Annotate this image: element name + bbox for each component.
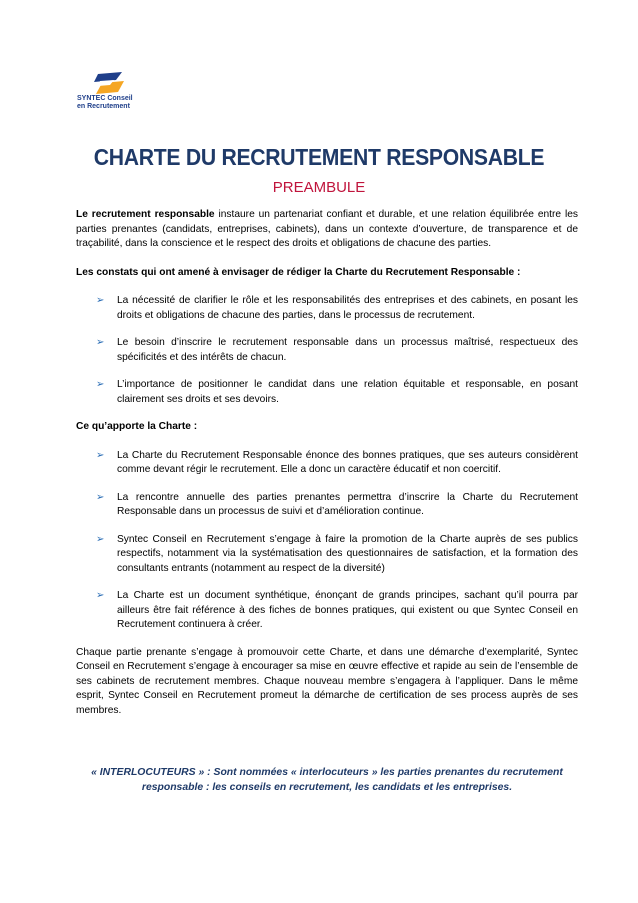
list-item-text: Le besoin d’inscrire le recrutement responsable dans un processus maîtrisé, respectueux des spécificités et des intérêts de chacun. xyxy=(117,337,578,363)
list-item xyxy=(76,378,578,407)
list-item-text: La rencontre annuelle des parties prenantes permettra d’inscrire la Charte du Recrutement Responsable dans un processus de suivi et d’amélioration continue. xyxy=(117,491,578,517)
list-item xyxy=(76,336,578,365)
logo-text xyxy=(77,95,133,111)
list-item-text: La Charte du Recrutement Responsable énonce des bonnes pratiques, que ses auteurs considèrent comme devant régir le recrutement. Elle a donc un caractère éducatif et non coercitif. xyxy=(117,449,578,475)
syntec-s-logo-icon xyxy=(92,72,126,94)
list-item-text: Syntec Conseil en Recrutement s’engage à faire la promotion de la Charte auprès de ses publics respectifs, notamment via la systématisation des questionnaires de satisfaction, et la formation des consultants entrants (notamment au respect de la diversité) xyxy=(117,533,578,574)
logo-line-1: SYNTEC Conseil xyxy=(77,95,133,102)
list-item xyxy=(76,533,578,577)
arrow-bullet-icon: ➢ xyxy=(96,491,105,503)
intro-text: instaure un partenariat confiant et durable, et une relation équilibrée entre les parties prenantes (candidats, entreprises, cabinets), dans un contexte d’ouverture, de transparence et de traçabilité, dans la conscience et le respect des droits et obligations de chacune des parties. xyxy=(76,209,578,249)
list-item-text: La Charte est un document synthétique, énonçant de grands principes, sachant qu’il pourra par ailleurs être fait référence à des fiches de bonnes pratiques, qui existent ou que Syntec Conseil en Recrutement continuera à créer. xyxy=(117,590,578,630)
list-item-text: L’importance de positionner le candidat dans une relation équitable et responsable, en posant clairement ses droits et ses devoirs. xyxy=(117,379,578,405)
intro-paragraph xyxy=(76,208,578,252)
constats-heading: Les constats qui ont amené à envisager de rédiger la Charte du Recrutement Responsable : xyxy=(76,266,521,278)
page-title: CHARTE DU RECRUTEMENT RESPONSABLE xyxy=(93,144,545,170)
list-item xyxy=(76,294,578,323)
list-item xyxy=(76,449,578,478)
arrow-bullet-icon: ➢ xyxy=(96,337,105,348)
arrow-bullet-icon: ➢ xyxy=(96,379,105,390)
list-item xyxy=(76,589,578,633)
document-body xyxy=(76,208,578,728)
arrow-bullet-icon: ➢ xyxy=(96,295,105,306)
arrow-bullet-icon: ➢ xyxy=(96,449,105,461)
constats-list xyxy=(76,294,578,407)
arrow-bullet-icon: ➢ xyxy=(96,533,105,545)
list-item xyxy=(76,491,578,520)
arrow-bullet-icon: ➢ xyxy=(96,590,105,601)
interlocuteurs-note: « INTERLOCUTEURS » : Sont nommées « interlocuteurs » les parties prenantes du recrutement responsable : les conseils en recrutement, les candidats et les entreprises. xyxy=(91,767,563,793)
intro-bold-lead: Le recrutement responsable xyxy=(76,209,215,220)
closing-paragraph: Chaque partie prenante s’engage à promouvoir cette Charte, et dans une démarche d’exemplarité, Syntec Conseil en Recrutement s’engage à encourager sa mise en œuvre effective et rapide au sein de l’ensemble de ses cabinets de recrutement membres. Chaque nouveau membre s’engagera à l’appliquer. Dans le même esprit, Syntec Conseil en Recrutement promeut la démarche de certification de ses process auprès de ses membres. xyxy=(76,646,578,716)
logo-line-2: en Recrutement xyxy=(77,103,130,110)
page-subtitle: PREAMBULE xyxy=(272,179,366,196)
apport-list xyxy=(76,449,578,633)
apport-heading: Ce qu’apporte la Charte : xyxy=(76,421,198,432)
list-item-text: La nécessité de clarifier le rôle et les responsabilités des entreprises et des cabinets, en posant les droits et obligations de chacune des parties, dans le processus de recrutement. xyxy=(117,295,578,321)
syntec-logo xyxy=(76,72,156,116)
